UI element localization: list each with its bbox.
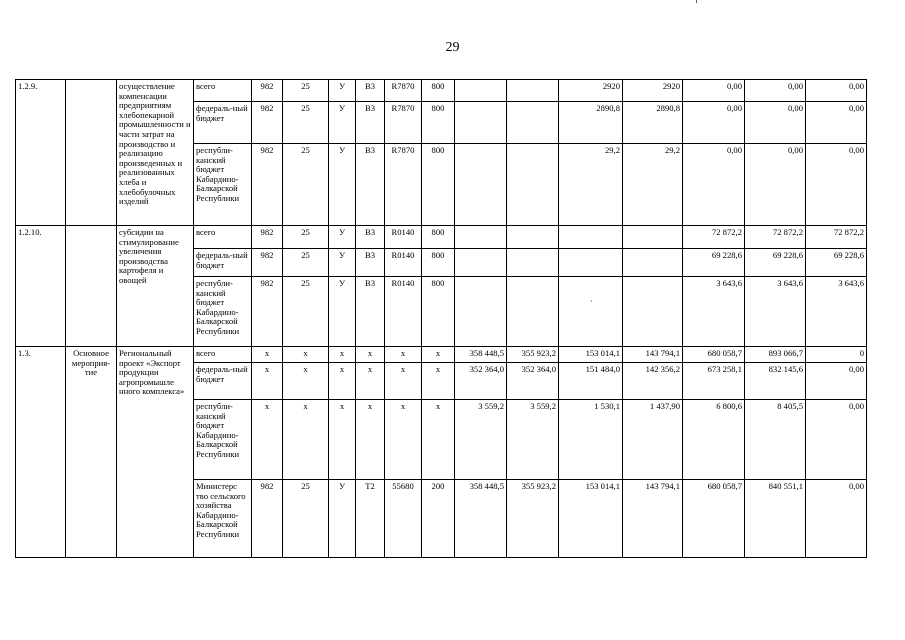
page-number: 29 — [445, 40, 460, 55]
cell-csr1: В3 — [356, 102, 385, 144]
cell-rz: 25 — [283, 277, 329, 347]
cell-v6: 3 643,6 — [745, 277, 806, 347]
cell-v2: 3 559,2 — [507, 400, 559, 480]
cell-source: всего — [194, 347, 252, 363]
cell-v6: 0,00 — [745, 102, 806, 144]
cell-rz: х — [283, 347, 329, 363]
row-title: осуществление компенсации предприятиям хлебопекарной промышленности и части затрат на производство и реализацию произведенных и реализованных хлеба и хлебобулочных изделий — [117, 80, 194, 226]
cell-v4: 29,2 — [623, 144, 683, 226]
cell-v1: 3 559,2 — [455, 400, 507, 480]
cell-rz: 25 — [283, 480, 329, 558]
cell-vr: 800 — [422, 102, 455, 144]
cell-csr2: R7870 — [385, 80, 422, 102]
cell-v6: 840 551,1 — [745, 480, 806, 558]
cell-source: Министерс тво сельского хозяйства Кабардино-Балкарской Республики — [194, 480, 252, 558]
cell-csr2: х — [385, 400, 422, 480]
cell-v4: 2920 — [623, 80, 683, 102]
cell-pr: У — [329, 144, 356, 226]
cell-v7: 69 228,6 — [806, 249, 867, 277]
cell-rz: х — [283, 400, 329, 480]
cell-v7: 0 — [806, 347, 867, 363]
cell-rz: х — [283, 363, 329, 400]
cell-v7: 0,00 — [806, 480, 867, 558]
cell-v3 — [559, 249, 623, 277]
cell-v5: 673 258,1 — [683, 363, 745, 400]
cell-grbs: х — [252, 363, 283, 400]
cell-v5: 3 643,6 — [683, 277, 745, 347]
cell-v3: 1 530,1 — [559, 400, 623, 480]
cell-pr: У — [329, 226, 356, 249]
cell-v2 — [507, 80, 559, 102]
cell-v4: 2890,8 — [623, 102, 683, 144]
row-code: 1.3. — [16, 347, 66, 558]
cell-v2: 352 364,0 — [507, 363, 559, 400]
cell-v5: 680 058,7 — [683, 347, 745, 363]
cell-csr2: R0140 — [385, 249, 422, 277]
cell-v5: 680 058,7 — [683, 480, 745, 558]
cell-vr: 200 — [422, 480, 455, 558]
cell-grbs: х — [252, 400, 283, 480]
cell-vr: 800 — [422, 144, 455, 226]
cell-grbs: 982 — [252, 80, 283, 102]
cell-v6: 893 066,7 — [745, 347, 806, 363]
cell-rz: 25 — [283, 144, 329, 226]
cell-v5: 69 228,6 — [683, 249, 745, 277]
cell-v4 — [623, 226, 683, 249]
row-status — [66, 226, 117, 347]
cell-v2 — [507, 277, 559, 347]
cell-csr1: х — [356, 400, 385, 480]
cell-csr2: R7870 — [385, 144, 422, 226]
cell-v6: 0,00 — [745, 144, 806, 226]
cell-v2: 355 923,2 — [507, 480, 559, 558]
cell-rz: 25 — [283, 249, 329, 277]
cell-v3: 2920 — [559, 80, 623, 102]
cell-v2 — [507, 102, 559, 144]
cell-source: всего — [194, 80, 252, 102]
cell-pr: х — [329, 363, 356, 400]
cell-v6: 832 145,6 — [745, 363, 806, 400]
cell-csr1: х — [356, 363, 385, 400]
cell-v7: 72 872,2 — [806, 226, 867, 249]
cell-vr: х — [422, 400, 455, 480]
cell-csr1: В3 — [356, 277, 385, 347]
cell-v4: 143 794,1 — [623, 347, 683, 363]
cell-v1 — [455, 144, 507, 226]
budget-table — [15, 79, 867, 558]
row-title: Региональный проект «Экспорт продукции агропромышле нного комплекса» — [117, 347, 194, 558]
cell-v2 — [507, 144, 559, 226]
cell-v7: 0,00 — [806, 400, 867, 480]
cell-pr: У — [329, 102, 356, 144]
cell-v7: 3 643,6 — [806, 277, 867, 347]
cell-grbs: 982 — [252, 102, 283, 144]
cell-v1 — [455, 277, 507, 347]
cell-v3: 2890,8 — [559, 102, 623, 144]
cell-pr: У — [329, 480, 356, 558]
cell-v7: 0,00 — [806, 144, 867, 226]
cell-vr: 800 — [422, 249, 455, 277]
cell-v1 — [455, 102, 507, 144]
cell-v7: 0,00 — [806, 363, 867, 400]
cell-csr1: х — [356, 347, 385, 363]
cell-v6: 0,00 — [745, 80, 806, 102]
budget-table-body — [16, 80, 867, 558]
cell-v4: 143 794,1 — [623, 480, 683, 558]
cell-v4 — [623, 249, 683, 277]
table-row — [16, 347, 867, 363]
cell-v1: 358 448,5 — [455, 347, 507, 363]
cell-rz: 25 — [283, 80, 329, 102]
cell-source: республи-канский бюджет Кабардино-Балкарской Республики — [194, 277, 252, 347]
row-code: 1.2.10. — [16, 226, 66, 347]
cell-v6: 69 228,6 — [745, 249, 806, 277]
cell-v7: 0,00 — [806, 80, 867, 102]
cell-v1 — [455, 249, 507, 277]
cell-csr2: R0140 — [385, 226, 422, 249]
cell-pr: х — [329, 400, 356, 480]
row-code: 1.2.9. — [16, 80, 66, 226]
scan-dot: · — [590, 297, 593, 306]
cell-rz: 25 — [283, 102, 329, 144]
cell-v2 — [507, 226, 559, 249]
cell-vr: 800 — [422, 226, 455, 249]
cell-v3: 153 014,1 — [559, 480, 623, 558]
cell-v5: 0,00 — [683, 144, 745, 226]
cell-vr: 800 — [422, 80, 455, 102]
cell-v5: 72 872,2 — [683, 226, 745, 249]
cell-v7: 0,00 — [806, 102, 867, 144]
cell-source: республи-канский бюджет Кабардино-Балкарской Республики — [194, 400, 252, 480]
cell-source: федераль-ный бюджет — [194, 249, 252, 277]
cell-v4 — [623, 277, 683, 347]
cell-csr2: х — [385, 363, 422, 400]
cell-v3: 29,2 — [559, 144, 623, 226]
cell-v3 — [559, 226, 623, 249]
scan-edge-mark — [692, 0, 697, 3]
cell-source: республи-канский бюджет Кабардино-Балкарской Республики — [194, 144, 252, 226]
cell-v5: 0,00 — [683, 102, 745, 144]
cell-v4: 142 356,2 — [623, 363, 683, 400]
cell-rz: 25 — [283, 226, 329, 249]
cell-csr2: R0140 — [385, 277, 422, 347]
cell-v1 — [455, 226, 507, 249]
cell-grbs: х — [252, 347, 283, 363]
row-status — [66, 80, 117, 226]
cell-v6: 72 872,2 — [745, 226, 806, 249]
cell-csr1: В3 — [356, 80, 385, 102]
cell-csr1: Т2 — [356, 480, 385, 558]
cell-grbs: 982 — [252, 277, 283, 347]
row-status: Основное мероприя-тие — [66, 347, 117, 558]
cell-v4: 1 437,90 — [623, 400, 683, 480]
cell-v2 — [507, 249, 559, 277]
cell-grbs: 982 — [252, 249, 283, 277]
cell-v6: 8 405,5 — [745, 400, 806, 480]
cell-v1: 352 364,0 — [455, 363, 507, 400]
cell-vr: 800 — [422, 277, 455, 347]
cell-csr2: R7870 — [385, 102, 422, 144]
cell-v3: 151 484,0 — [559, 363, 623, 400]
cell-grbs: 982 — [252, 226, 283, 249]
cell-grbs: 982 — [252, 480, 283, 558]
cell-pr: х — [329, 347, 356, 363]
cell-v5: 0,00 — [683, 80, 745, 102]
cell-csr1: В3 — [356, 144, 385, 226]
cell-v3: 153 014,1 — [559, 347, 623, 363]
cell-vr: х — [422, 363, 455, 400]
cell-source: всего — [194, 226, 252, 249]
row-title: субсидии на стимулирование увеличения производства картофеля и овощей — [117, 226, 194, 347]
cell-v2: 355 923,2 — [507, 347, 559, 363]
table-row — [16, 226, 867, 249]
cell-grbs: 982 — [252, 144, 283, 226]
cell-v1 — [455, 80, 507, 102]
cell-source: федераль-ный бюджет — [194, 363, 252, 400]
cell-pr: У — [329, 277, 356, 347]
cell-csr2: х — [385, 347, 422, 363]
cell-csr1: В3 — [356, 226, 385, 249]
cell-vr: х — [422, 347, 455, 363]
cell-pr: У — [329, 249, 356, 277]
cell-v1: 358 448,5 — [455, 480, 507, 558]
cell-v3 — [559, 277, 623, 347]
cell-pr: У — [329, 80, 356, 102]
cell-csr1: В3 — [356, 249, 385, 277]
cell-csr2: 55680 — [385, 480, 422, 558]
cell-source: федераль-ный бюджет — [194, 102, 252, 144]
table-row — [16, 80, 867, 102]
cell-v5: 6 800,6 — [683, 400, 745, 480]
